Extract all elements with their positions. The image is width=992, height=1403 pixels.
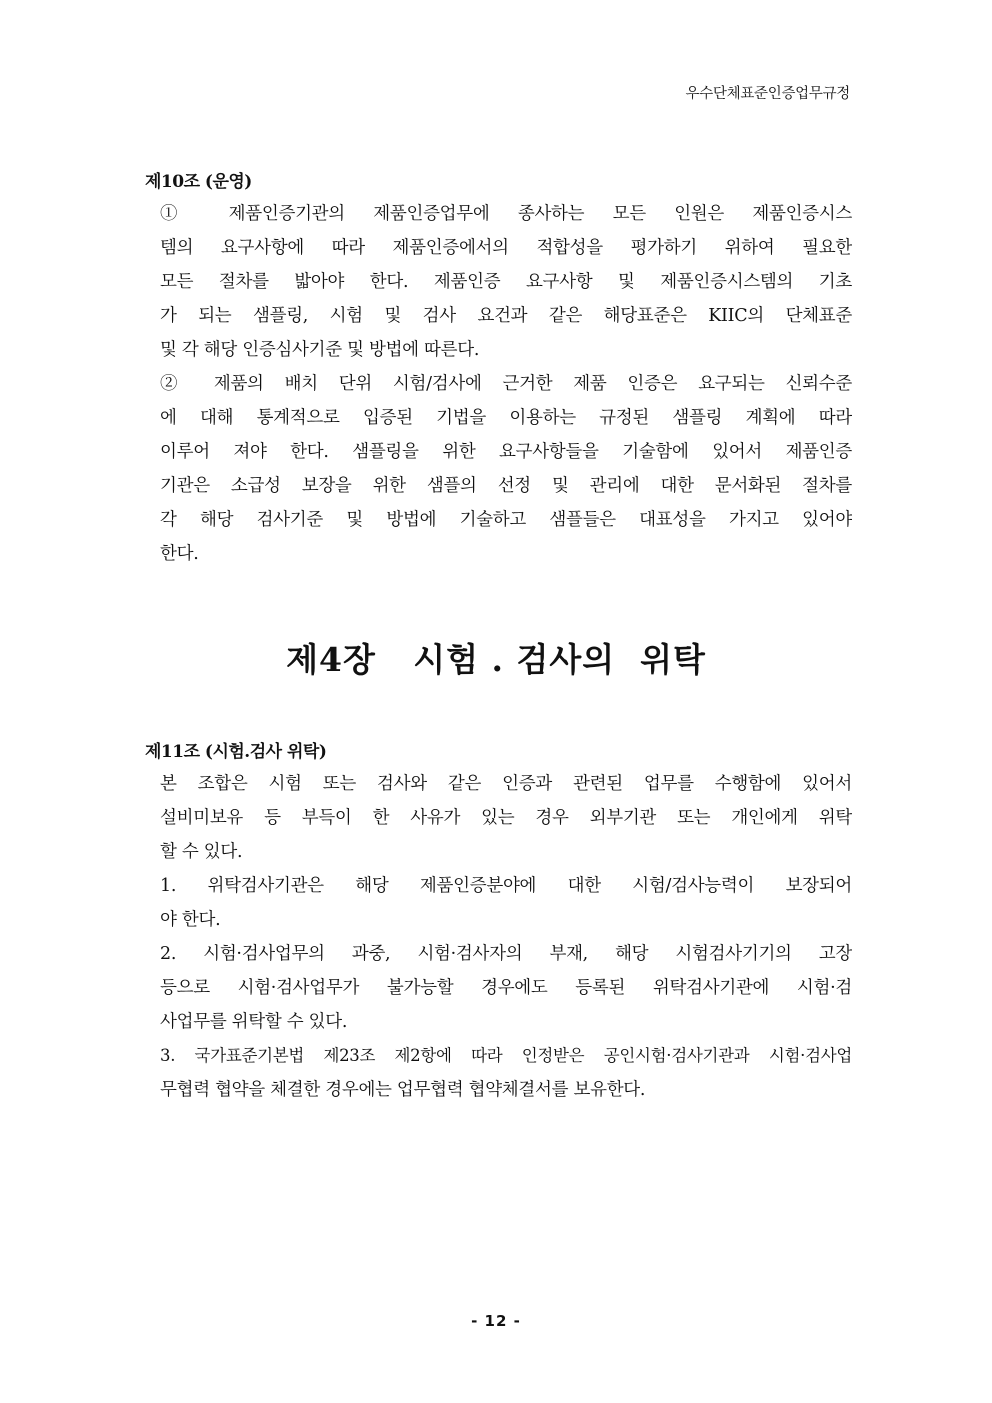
article-11-line: 등으로 시험·검사업무가 불가능할 경우에도 등록된 위탁검사기관에 시험·검	[160, 978, 852, 998]
chapter-title: 제4장 시험 . 검사의 위탁	[286, 640, 706, 679]
document-header-title: 우수단체표준인증업무규정	[685, 86, 850, 102]
article-11-line: 본 조합은 시험 또는 검사와 같은 인증과 관련된 업무를 수행함에 있어서	[160, 774, 852, 794]
article-10-line: ① 제품인증기관의 제품인증업무에 종사하는 모든 인원은 제품인증시스	[160, 204, 852, 224]
article-11-line: 2. 시험·검사업무의 과중, 시험·검사자의 부재, 해당 시험검사기기의 고장	[160, 944, 852, 964]
article-10-line: 모든 절차를 밟아야 한다. 제품인증 요구사항 및 제품인증시스템의 기초	[160, 272, 852, 292]
article-11-line: 야 한다.	[160, 910, 221, 930]
article-11-line: 3. 국가표준기본법 제23조 제2항에 따라 인정받은 공인시험·검사기관과 시험·검사업	[160, 1046, 852, 1065]
article-10-heading: 제10조 (운영)	[145, 172, 252, 192]
article-11-line: 사업무를 위탁할 수 있다.	[160, 1012, 348, 1032]
article-10-line: 이루어 져야 한다. 샘플링을 위한 요구사항들을 기술함에 있어서 제품인증	[160, 442, 852, 462]
article-10-line: 템의 요구사항에 따라 제품인증에서의 적합성을 평가하기 위하여 필요한	[160, 238, 852, 258]
article-10-line: 한다.	[160, 544, 199, 564]
article-11-line: 1. 위탁검사기관은 해당 제품인증분야에 대한 시험/검사능력이 보장되어	[160, 876, 852, 896]
article-10-line: ② 제품의 배치 단위 시험/검사에 근거한 제품 인증은 요구되는 신뢰수준	[160, 374, 852, 394]
article-10-line: 가 되는 샘플링, 시험 및 검사 요건과 같은 해당표준은 KIIC의 단체표준	[160, 306, 852, 326]
article-10-body	[160, 197, 852, 571]
article-11-line: 설비미보유 등 부득이 한 사유가 있는 경우 외부기관 또는 개인에게 위탁	[160, 808, 852, 828]
page-number: - 12 -	[471, 1312, 521, 1330]
article-11-line: 무협력 협약을 체결한 경우에는 업무협력 협약체결서를 보유한다.	[160, 1080, 646, 1100]
article-11-heading: 제11조 (시험.검사 위탁)	[145, 742, 327, 762]
article-11-body	[160, 767, 852, 1107]
article-10-line: 및 각 해당 인증심사기준 및 방법에 따른다.	[160, 340, 480, 360]
article-10-line: 기관은 소급성 보장을 위한 샘플의 선정 및 관리에 대한 문서화된 절차를	[160, 476, 852, 496]
article-11-line: 할 수 있다.	[160, 842, 243, 862]
article-10-line: 각 해당 검사기준 및 방법에 기술하고 샘플들은 대표성을 가지고 있어야	[160, 510, 852, 530]
article-10-line: 에 대해 통계적으로 입증된 기법을 이용하는 규정된 샘플링 계획에 따라	[160, 408, 852, 428]
